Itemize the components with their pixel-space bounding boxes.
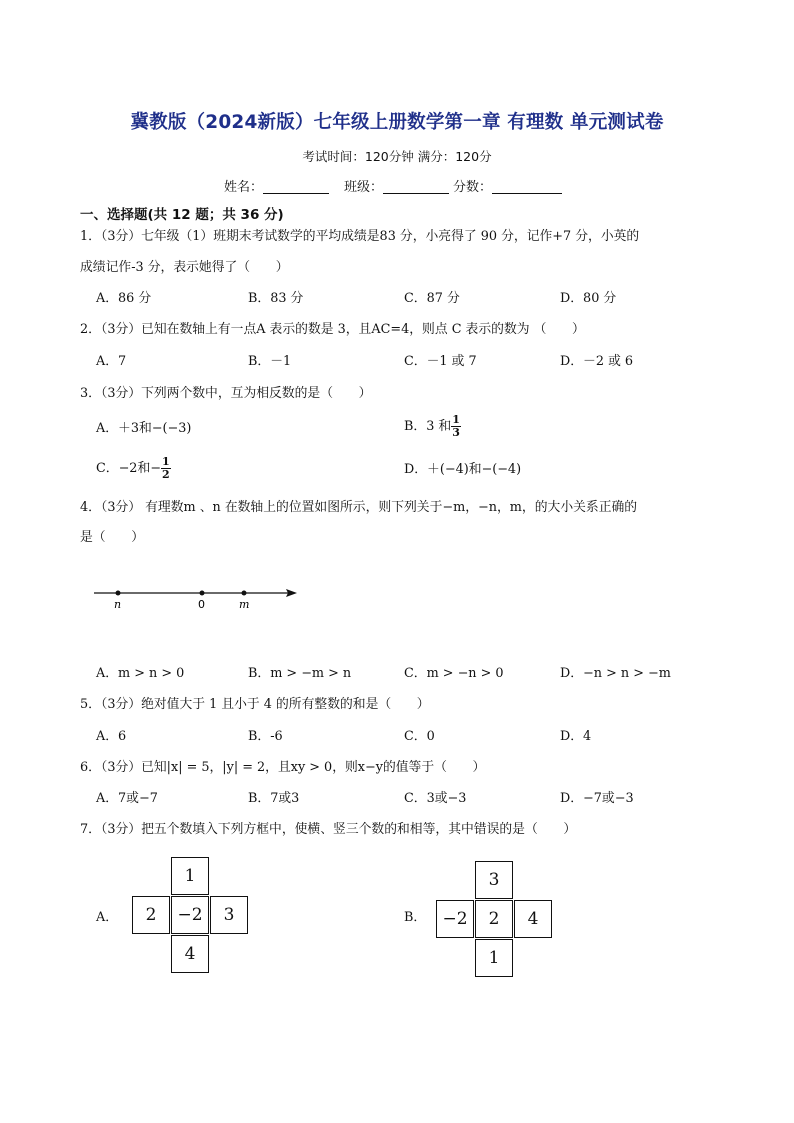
score-label: 分数： <box>453 180 493 195</box>
question-1-line2: 成绩记作-3 分，表示她得了（ ） <box>80 260 289 275</box>
score-field[interactable] <box>453 176 562 195</box>
question-4-line2: 是（ ） <box>80 530 144 545</box>
fraction-one-third: $\frac{1}{3}$ <box>452 413 460 439</box>
name-field[interactable] <box>224 176 329 195</box>
name-label: 姓名： <box>224 180 264 195</box>
q4-option-a[interactable]: A．m > n > 0 <box>96 666 185 681</box>
q3-option-b[interactable] <box>404 414 461 439</box>
label-zero: 0 <box>198 598 205 611</box>
q3-option-c-prefix: C．−2和− <box>96 461 161 476</box>
q5-option-c[interactable]: C．0 <box>404 729 435 744</box>
q1-option-d[interactable]: D．80 分 <box>560 291 617 306</box>
page-title: 冀教版（2024新版）七年级上册数学第一章 有理数 单元测试卷 <box>130 112 664 133</box>
class-label: 班级： <box>344 180 384 195</box>
q7-option-a-label[interactable]: A． <box>96 910 119 925</box>
grid-b-center: 2 <box>475 900 513 938</box>
q1-option-b[interactable]: B．83 分 <box>248 291 304 306</box>
section-heading: 一、选择题(共 12 题；共 36 分) <box>80 207 284 223</box>
label-n: n <box>114 598 122 611</box>
grid-a-center: −2 <box>171 896 209 934</box>
q3-option-a[interactable]: A．＋3和−(−3) <box>96 421 192 436</box>
exam-info: 考试时间：120分钟 满分：120分 <box>302 149 492 164</box>
q7-option-b-label[interactable]: B． <box>404 910 427 925</box>
point-zero <box>200 591 205 596</box>
fraction-one-half: $\frac{1}{2}$ <box>161 455 170 481</box>
grid-b-left: −2 <box>436 900 474 938</box>
class-blank[interactable] <box>383 179 449 194</box>
grid-a-bottom: 4 <box>171 935 209 973</box>
grid-b-top: 3 <box>475 861 513 899</box>
q4-option-d[interactable]: D．−n > n > −m <box>560 666 671 681</box>
grid-a-right: 3 <box>210 896 248 934</box>
q5-option-d[interactable]: D．4 <box>560 729 592 744</box>
q6-option-a[interactable]: A．7或−7 <box>96 791 158 806</box>
q4-option-c[interactable]: C．m > −n > 0 <box>404 666 504 681</box>
q6-option-c[interactable]: C．3或−3 <box>404 791 467 806</box>
q4-option-b[interactable]: B．m > −m > n <box>248 666 352 681</box>
question-7: 7．（3分）把五个数填入下列方框中，使横、竖三个数的和相等，其中错误的是（ ） <box>80 822 577 837</box>
q5-option-b[interactable]: B．-6 <box>248 729 283 744</box>
question-1-line1: 1．（3分）七年级（1）班期末考试数学的平均成绩是83 分，小亮得了 90 分，记作+7 分，小英的 <box>80 229 640 244</box>
question-2: 2．（3分）已知在数轴上有一点A 表示的数是 3，且AC=4，则点 C 表示的数为 （ ） <box>80 322 585 337</box>
point-m <box>242 591 247 596</box>
q2-option-a[interactable]: A．7 <box>96 354 127 369</box>
q5-option-a[interactable]: A．6 <box>96 729 127 744</box>
grid-b-right: 4 <box>514 900 552 938</box>
q3-option-d[interactable]: D．＋(−4)和−(−4) <box>404 462 522 477</box>
class-field[interactable] <box>344 176 449 195</box>
question-3: 3．（3分）下列两个数中，互为相反数的是（ ） <box>80 386 372 401</box>
grid-a-top: 1 <box>171 857 209 895</box>
label-m: m <box>239 598 250 611</box>
q6-option-b[interactable]: B．7或3 <box>248 791 300 806</box>
q3-option-c[interactable] <box>96 456 171 481</box>
q1-option-a[interactable]: A．86 分 <box>96 291 152 306</box>
question-4-line1: 4．（3分） 有理数m 、n 在数轴上的位置如图所示，则下列关于−m，−n，m，的大小关系正确的 <box>80 500 638 515</box>
q6-option-d[interactable]: D．−7或−3 <box>560 791 634 806</box>
number-line-figure <box>90 582 302 614</box>
question-6: 6．（3分）已知|x| = 5，|y| = 2，且xy > 0，则x−y的值等于（ ） <box>80 760 486 775</box>
question-5: 5．（3分）绝对值大于 1 且小于 4 的所有整数的和是（ ） <box>80 697 430 712</box>
q2-option-b[interactable]: B．－1 <box>248 354 292 369</box>
grid-b-bottom: 1 <box>475 939 513 977</box>
point-n <box>116 591 121 596</box>
q1-option-c[interactable]: C．87 分 <box>404 291 460 306</box>
grid-a-left: 2 <box>132 896 170 934</box>
q3-option-b-prefix: B．3 和 <box>404 419 452 434</box>
q2-option-d[interactable]: D．－2 或 6 <box>560 354 634 369</box>
q2-option-c[interactable]: C．－1 或 7 <box>404 354 477 369</box>
name-blank[interactable] <box>263 179 329 194</box>
score-blank[interactable] <box>492 179 562 194</box>
